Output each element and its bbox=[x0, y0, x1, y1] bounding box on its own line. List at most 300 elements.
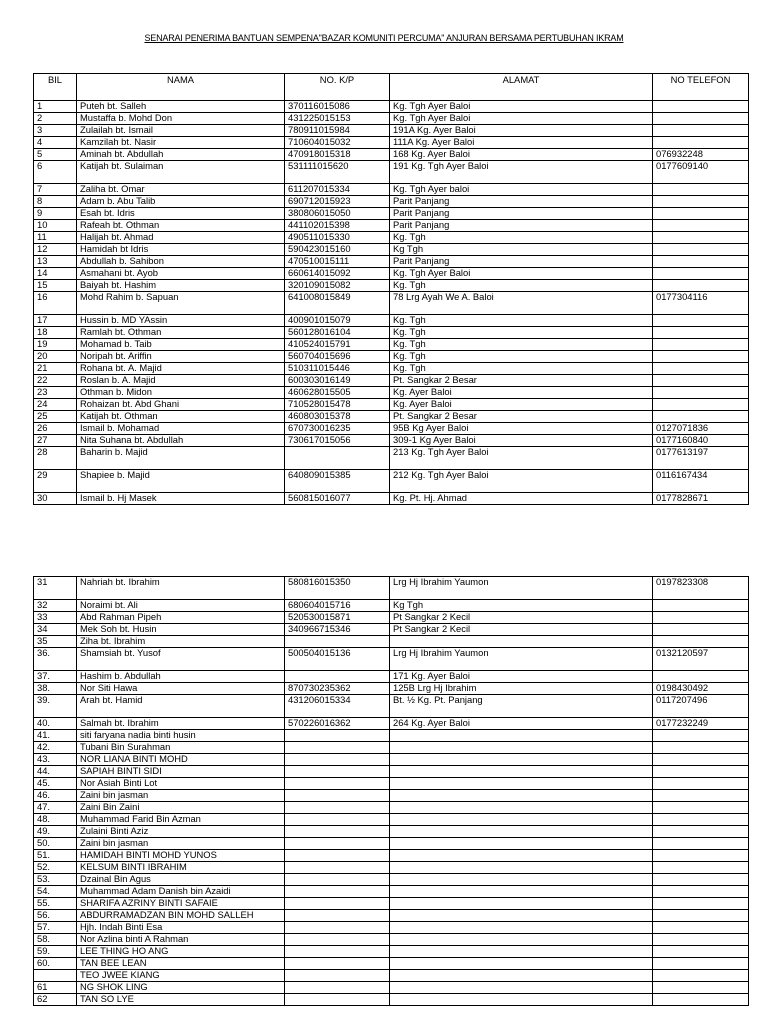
cell-nama: Halijah bt. Ahmad bbox=[77, 232, 285, 244]
table-row bbox=[34, 850, 749, 862]
cell-no-kp: 431206015334 bbox=[285, 695, 390, 718]
cell-bil: 21 bbox=[34, 363, 77, 375]
cell-nama: SAPIAH BINTI SIDI bbox=[77, 766, 285, 778]
cell-no-kp: 710528015478 bbox=[285, 399, 390, 411]
cell-no-telefon: 0127071836 bbox=[653, 423, 749, 435]
table-row bbox=[34, 470, 749, 493]
cell-no-kp: 560128016104 bbox=[285, 327, 390, 339]
table-row bbox=[34, 387, 749, 399]
cell-nama: Roslan b. A. Majid bbox=[77, 375, 285, 387]
cell-no-kp: 470918015318 bbox=[285, 149, 390, 161]
cell-no-telefon bbox=[653, 327, 749, 339]
cell-alamat bbox=[390, 862, 653, 874]
table-row bbox=[34, 802, 749, 814]
cell-no-kp: 570226016362 bbox=[285, 718, 390, 730]
recipients-table-page-2 bbox=[33, 576, 749, 1006]
cell-no-telefon bbox=[653, 982, 749, 994]
cell-nama: Noraimi bt. Ali bbox=[77, 600, 285, 612]
cell-no-telefon bbox=[653, 970, 749, 982]
cell-alamat bbox=[390, 636, 653, 648]
cell-nama: NG SHOK LING bbox=[77, 982, 285, 994]
cell-alamat: Parit Panjang bbox=[390, 220, 653, 232]
cell-nama: Hussin b. MD YAssin bbox=[77, 315, 285, 327]
cell-no-kp: 441102015398 bbox=[285, 220, 390, 232]
cell-nama: SHARIFA AZRINY BINTI SAFAIE bbox=[77, 898, 285, 910]
cell-alamat: 191 Kg. Tgh Ayer Baloi bbox=[390, 161, 653, 184]
cell-bil: 2 bbox=[34, 113, 77, 125]
cell-nama: Shapiee b. Majid bbox=[77, 470, 285, 493]
cell-no-kp: 460628015505 bbox=[285, 387, 390, 399]
cell-no-telefon bbox=[653, 113, 749, 125]
cell-alamat bbox=[390, 814, 653, 826]
cell-no-kp: 641008015849 bbox=[285, 292, 390, 315]
cell-nama: Rohana bt. A. Majid bbox=[77, 363, 285, 375]
table-row bbox=[34, 612, 749, 624]
table-row bbox=[34, 101, 749, 113]
cell-no-kp: 470510015111 bbox=[285, 256, 390, 268]
cell-alamat: Parit Panjang bbox=[390, 196, 653, 208]
table-row bbox=[34, 292, 749, 315]
table-row bbox=[34, 423, 749, 435]
table-row bbox=[34, 814, 749, 826]
header-nama: NAMA bbox=[77, 74, 285, 101]
cell-no-telefon bbox=[653, 946, 749, 958]
cell-alamat bbox=[390, 934, 653, 946]
table-row bbox=[34, 280, 749, 292]
cell-alamat: 309-1 Kg Ayer Baloi bbox=[390, 435, 653, 447]
cell-bil: 11 bbox=[34, 232, 77, 244]
cell-alamat: 212 Kg. Tgh Ayer Baloi bbox=[390, 470, 653, 493]
table-body-page-2 bbox=[34, 577, 749, 1006]
cell-nama: Aminah bt. Abdullah bbox=[77, 149, 285, 161]
cell-bil: 35 bbox=[34, 636, 77, 648]
cell-nama: Ramlah bt. Othman bbox=[77, 327, 285, 339]
cell-nama: Salmah bt. Ibrahim bbox=[77, 718, 285, 730]
cell-bil: 57. bbox=[34, 922, 77, 934]
table-row bbox=[34, 695, 749, 718]
cell-bil: 30 bbox=[34, 493, 77, 505]
cell-no-telefon bbox=[653, 351, 749, 363]
table-row bbox=[34, 778, 749, 790]
table-row bbox=[34, 754, 749, 766]
cell-alamat bbox=[390, 970, 653, 982]
table-row bbox=[34, 898, 749, 910]
cell-bil: 8 bbox=[34, 196, 77, 208]
table-row bbox=[34, 826, 749, 838]
cell-no-telefon bbox=[653, 910, 749, 922]
cell-no-telefon: 0177304116 bbox=[653, 292, 749, 315]
cell-alamat bbox=[390, 826, 653, 838]
cell-alamat bbox=[390, 898, 653, 910]
cell-alamat: 213 Kg. Tgh Ayer Baloi bbox=[390, 447, 653, 470]
cell-nama: NOR LIANA BINTI MOHD bbox=[77, 754, 285, 766]
cell-alamat bbox=[390, 802, 653, 814]
cell-no-kp: 600303016149 bbox=[285, 375, 390, 387]
cell-alamat: Parit Panjang bbox=[390, 208, 653, 220]
cell-nama: Baiyah bt. Hashim bbox=[77, 280, 285, 292]
header-bil: BIL bbox=[34, 74, 77, 101]
cell-no-kp bbox=[285, 802, 390, 814]
cell-nama: Ziha bt. Ibrahim bbox=[77, 636, 285, 648]
cell-no-telefon bbox=[653, 244, 749, 256]
cell-bil: 47. bbox=[34, 802, 77, 814]
cell-no-telefon bbox=[653, 137, 749, 149]
cell-no-kp: 431225015153 bbox=[285, 113, 390, 125]
cell-no-telefon bbox=[653, 922, 749, 934]
cell-bil: 54. bbox=[34, 886, 77, 898]
cell-alamat bbox=[390, 730, 653, 742]
table-row bbox=[34, 493, 749, 505]
cell-nama: Esah bt. Idris bbox=[77, 208, 285, 220]
table-row bbox=[34, 577, 749, 600]
cell-bil bbox=[34, 970, 77, 982]
cell-no-kp bbox=[285, 946, 390, 958]
cell-no-telefon bbox=[653, 671, 749, 683]
cell-no-kp: 611207015334 bbox=[285, 184, 390, 196]
table-row bbox=[34, 766, 749, 778]
cell-no-telefon bbox=[653, 886, 749, 898]
cell-no-telefon bbox=[653, 898, 749, 910]
cell-bil: 62 bbox=[34, 994, 77, 1006]
cell-bil: 36. bbox=[34, 648, 77, 671]
cell-bil: 38. bbox=[34, 683, 77, 695]
cell-alamat bbox=[390, 922, 653, 934]
table-row bbox=[34, 958, 749, 970]
cell-no-kp bbox=[285, 898, 390, 910]
cell-no-kp: 490511015330 bbox=[285, 232, 390, 244]
cell-nama: Baharin b. Majid bbox=[77, 447, 285, 470]
cell-no-kp: 520530015871 bbox=[285, 612, 390, 624]
cell-nama: Hamidah bt Idris bbox=[77, 244, 285, 256]
cell-no-telefon bbox=[653, 101, 749, 113]
table-row bbox=[34, 184, 749, 196]
cell-bil: 48. bbox=[34, 814, 77, 826]
cell-nama: siti faryana nadia binti husin bbox=[77, 730, 285, 742]
cell-no-telefon: 0117207496 bbox=[653, 695, 749, 718]
cell-no-kp: 320109015082 bbox=[285, 280, 390, 292]
cell-nama: Othman b. Midon bbox=[77, 387, 285, 399]
cell-no-kp: 580816015350 bbox=[285, 577, 390, 600]
cell-bil: 60. bbox=[34, 958, 77, 970]
cell-nama: Mustaffa b. Mohd Don bbox=[77, 113, 285, 125]
cell-alamat: Lrg Hj Ibrahim Yaumon bbox=[390, 648, 653, 671]
cell-no-kp: 340966715346 bbox=[285, 624, 390, 636]
cell-nama: Dzainal Bin Agus bbox=[77, 874, 285, 886]
cell-bil: 16 bbox=[34, 292, 77, 315]
cell-nama: Katijah bt. Othman bbox=[77, 411, 285, 423]
cell-no-kp: 690712015923 bbox=[285, 196, 390, 208]
cell-alamat: Kg Tgh bbox=[390, 600, 653, 612]
cell-alamat: Pt. Sangkar 2 Besar bbox=[390, 375, 653, 387]
cell-nama: Abdullah b. Sahibon bbox=[77, 256, 285, 268]
cell-nama: ABDURRAMADZAN BIN MOHD SALLEH bbox=[77, 910, 285, 922]
cell-no-kp bbox=[285, 730, 390, 742]
cell-no-kp bbox=[285, 958, 390, 970]
cell-alamat: 78 Lrg Ayah We A. Baloi bbox=[390, 292, 653, 315]
cell-nama: KELSUM BINTI IBRAHIM bbox=[77, 862, 285, 874]
cell-bil: 7 bbox=[34, 184, 77, 196]
cell-alamat: 171 Kg. Ayer Baloi bbox=[390, 671, 653, 683]
cell-no-telefon bbox=[653, 754, 749, 766]
cell-no-telefon bbox=[653, 208, 749, 220]
table-row bbox=[34, 125, 749, 137]
cell-no-kp bbox=[285, 922, 390, 934]
cell-bil: 10 bbox=[34, 220, 77, 232]
cell-nama: TAN SO LYE bbox=[77, 994, 285, 1006]
cell-alamat bbox=[390, 790, 653, 802]
cell-nama: Nor Asiah Binti Lot bbox=[77, 778, 285, 790]
cell-alamat: Kg. Tgh Ayer Baloi bbox=[390, 101, 653, 113]
table-header-row bbox=[34, 74, 749, 101]
cell-no-kp bbox=[285, 934, 390, 946]
cell-alamat: Kg. Tgh bbox=[390, 339, 653, 351]
table-row bbox=[34, 922, 749, 934]
cell-no-telefon bbox=[653, 125, 749, 137]
cell-bil: 1 bbox=[34, 101, 77, 113]
cell-bil: 17 bbox=[34, 315, 77, 327]
cell-no-kp bbox=[285, 636, 390, 648]
cell-no-telefon bbox=[653, 874, 749, 886]
cell-nama: Adam b. Abu Talib bbox=[77, 196, 285, 208]
cell-bil: 39. bbox=[34, 695, 77, 718]
cell-no-telefon bbox=[653, 994, 749, 1006]
cell-bil: 22 bbox=[34, 375, 77, 387]
cell-alamat: 95B Kg Ayer Baloi bbox=[390, 423, 653, 435]
cell-bil: 45. bbox=[34, 778, 77, 790]
cell-no-kp: 560704015696 bbox=[285, 351, 390, 363]
cell-no-telefon bbox=[653, 778, 749, 790]
table-row bbox=[34, 636, 749, 648]
cell-bil: 14 bbox=[34, 268, 77, 280]
cell-no-telefon: 076932248 bbox=[653, 149, 749, 161]
cell-bil: 3 bbox=[34, 125, 77, 137]
cell-no-telefon bbox=[653, 730, 749, 742]
cell-no-kp: 660614015092 bbox=[285, 268, 390, 280]
cell-bil: 43. bbox=[34, 754, 77, 766]
cell-no-kp bbox=[285, 814, 390, 826]
cell-no-kp: 560815016077 bbox=[285, 493, 390, 505]
cell-no-kp bbox=[285, 826, 390, 838]
cell-alamat: Lrg Hj Ibrahim Yaumon bbox=[390, 577, 653, 600]
cell-bil: 33 bbox=[34, 612, 77, 624]
cell-bil: 44. bbox=[34, 766, 77, 778]
cell-alamat: Bt. ½ Kg. Pt. Panjang bbox=[390, 695, 653, 718]
cell-alamat: Pt Sangkar 2 Kecil bbox=[390, 624, 653, 636]
cell-nama: Muhammad Farid Bin Azman bbox=[77, 814, 285, 826]
cell-no-telefon bbox=[653, 742, 749, 754]
cell-no-telefon bbox=[653, 958, 749, 970]
cell-no-kp bbox=[285, 447, 390, 470]
cell-bil: 51. bbox=[34, 850, 77, 862]
cell-alamat bbox=[390, 838, 653, 850]
cell-no-kp bbox=[285, 754, 390, 766]
cell-bil: 37. bbox=[34, 671, 77, 683]
cell-alamat bbox=[390, 874, 653, 886]
cell-no-kp: 400901015079 bbox=[285, 315, 390, 327]
cell-nama: Zulailah bt. Ismail bbox=[77, 125, 285, 137]
cell-no-telefon bbox=[653, 766, 749, 778]
cell-no-kp bbox=[285, 838, 390, 850]
table-row bbox=[34, 196, 749, 208]
cell-alamat: Kg. Tgh bbox=[390, 327, 653, 339]
cell-alamat: Kg. Tgh Ayer Baloi bbox=[390, 268, 653, 280]
cell-alamat: Kg. Tgh bbox=[390, 315, 653, 327]
cell-nama: Tubani Bin Surahman bbox=[77, 742, 285, 754]
cell-no-telefon bbox=[653, 862, 749, 874]
table-row bbox=[34, 447, 749, 470]
table-row bbox=[34, 411, 749, 423]
cell-bil: 58. bbox=[34, 934, 77, 946]
cell-alamat bbox=[390, 742, 653, 754]
cell-nama: Rohaizan bt. Abd Ghani bbox=[77, 399, 285, 411]
cell-bil: 27 bbox=[34, 435, 77, 447]
table-row bbox=[34, 886, 749, 898]
cell-no-kp: 590423015160 bbox=[285, 244, 390, 256]
cell-nama: Nahriah bt. Ibrahim bbox=[77, 577, 285, 600]
table-row bbox=[34, 718, 749, 730]
cell-alamat bbox=[390, 910, 653, 922]
header-no-kp: NO. K/P bbox=[285, 74, 390, 101]
cell-no-kp: 500504015136 bbox=[285, 648, 390, 671]
cell-nama: Arah bt. Hamid bbox=[77, 695, 285, 718]
cell-no-telefon bbox=[653, 826, 749, 838]
cell-nama: Noripah bt. Ariffin bbox=[77, 351, 285, 363]
cell-no-kp bbox=[285, 790, 390, 802]
cell-nama: Mek Soh bt. Husin bbox=[77, 624, 285, 636]
cell-bil: 24 bbox=[34, 399, 77, 411]
cell-no-telefon: 0177609140 bbox=[653, 161, 749, 184]
table-row bbox=[34, 113, 749, 125]
table-row bbox=[34, 149, 749, 161]
table-row bbox=[34, 375, 749, 387]
cell-bil: 55. bbox=[34, 898, 77, 910]
cell-nama: Hjh. Indah Binti Esa bbox=[77, 922, 285, 934]
cell-nama: TAN BEE LEAN bbox=[77, 958, 285, 970]
cell-no-kp: 410524015791 bbox=[285, 339, 390, 351]
cell-no-kp: 510311015446 bbox=[285, 363, 390, 375]
cell-no-telefon: 0116167434 bbox=[653, 470, 749, 493]
cell-bil: 29 bbox=[34, 470, 77, 493]
cell-no-telefon: 0132120597 bbox=[653, 648, 749, 671]
cell-no-telefon bbox=[653, 600, 749, 612]
cell-nama: Mohamad b. Taib bbox=[77, 339, 285, 351]
cell-alamat: Pt Sangkar 2 Kecil bbox=[390, 612, 653, 624]
cell-no-telefon: 0177232249 bbox=[653, 718, 749, 730]
cell-no-telefon bbox=[653, 315, 749, 327]
cell-bil: 20 bbox=[34, 351, 77, 363]
cell-nama: HAMIDAH BINTI MOHD YUNOS bbox=[77, 850, 285, 862]
cell-no-telefon: 0177160840 bbox=[653, 435, 749, 447]
cell-alamat: Kg. Tgh Ayer baloi bbox=[390, 184, 653, 196]
cell-nama: Abd Rahman Pipeh bbox=[77, 612, 285, 624]
cell-no-telefon: 0198430492 bbox=[653, 683, 749, 695]
table-row bbox=[34, 268, 749, 280]
cell-nama: Ismail b. Mohamad bbox=[77, 423, 285, 435]
table-row bbox=[34, 683, 749, 695]
cell-bil: 19 bbox=[34, 339, 77, 351]
table-row bbox=[34, 161, 749, 184]
cell-no-telefon bbox=[653, 636, 749, 648]
cell-alamat bbox=[390, 958, 653, 970]
table-row bbox=[34, 934, 749, 946]
cell-alamat: Pt. Sangkar 2 Besar bbox=[390, 411, 653, 423]
cell-bil: 52. bbox=[34, 862, 77, 874]
cell-no-kp bbox=[285, 994, 390, 1006]
table-row bbox=[34, 363, 749, 375]
cell-nama: Hashim b. Abdullah bbox=[77, 671, 285, 683]
cell-alamat: Kg Tgh bbox=[390, 244, 653, 256]
cell-no-kp bbox=[285, 982, 390, 994]
cell-bil: 31 bbox=[34, 577, 77, 600]
cell-no-kp: 680604015716 bbox=[285, 600, 390, 612]
cell-no-kp: 710604015032 bbox=[285, 137, 390, 149]
cell-alamat: Kg. Pt. Hj. Ahmad bbox=[390, 493, 653, 505]
table-row bbox=[34, 208, 749, 220]
cell-bil: 32 bbox=[34, 600, 77, 612]
table-body-page-1 bbox=[34, 101, 749, 505]
cell-no-telefon bbox=[653, 850, 749, 862]
table-row bbox=[34, 946, 749, 958]
cell-bil: 6 bbox=[34, 161, 77, 184]
table-row bbox=[34, 137, 749, 149]
cell-bil: 12 bbox=[34, 244, 77, 256]
cell-no-kp: 780911015984 bbox=[285, 125, 390, 137]
cell-no-telefon bbox=[653, 934, 749, 946]
cell-alamat: 111A Kg. Ayer Baloi bbox=[390, 137, 653, 149]
table-row bbox=[34, 256, 749, 268]
cell-no-kp bbox=[285, 766, 390, 778]
cell-nama: Asmahani bt. Ayob bbox=[77, 268, 285, 280]
cell-nama: Ismail b. Hj Masek bbox=[77, 493, 285, 505]
cell-nama: Katijah bt. Sulaiman bbox=[77, 161, 285, 184]
cell-no-kp bbox=[285, 874, 390, 886]
cell-bil: 40. bbox=[34, 718, 77, 730]
cell-no-kp: 531111015620 bbox=[285, 161, 390, 184]
cell-alamat bbox=[390, 886, 653, 898]
cell-bil: 61 bbox=[34, 982, 77, 994]
cell-no-telefon bbox=[653, 624, 749, 636]
cell-bil: 53. bbox=[34, 874, 77, 886]
table-row bbox=[34, 600, 749, 612]
cell-bil: 49. bbox=[34, 826, 77, 838]
cell-no-kp bbox=[285, 742, 390, 754]
cell-no-telefon bbox=[653, 268, 749, 280]
cell-no-kp bbox=[285, 970, 390, 982]
table-row bbox=[34, 994, 749, 1006]
cell-nama: Muhammad Adam Danish bin Azaidi bbox=[77, 886, 285, 898]
cell-bil: 41. bbox=[34, 730, 77, 742]
document-title: SENARAI PENERIMA BANTUAN SEMPENA"BAZAR KOMUNITI PERCUMA" ANJURAN BERSAMA PERTUBUHAN IKRAM bbox=[144, 33, 624, 43]
cell-bil: 5 bbox=[34, 149, 77, 161]
table-row bbox=[34, 232, 749, 244]
table-row bbox=[34, 220, 749, 232]
cell-alamat: Parit Panjang bbox=[390, 256, 653, 268]
cell-nama: Puteh bt. Salleh bbox=[77, 101, 285, 113]
cell-no-telefon bbox=[653, 399, 749, 411]
cell-alamat bbox=[390, 766, 653, 778]
cell-nama: Nor Azlina binti A Rahman bbox=[77, 934, 285, 946]
cell-no-kp bbox=[285, 850, 390, 862]
cell-nama: Mohd Rahim b. Sapuan bbox=[77, 292, 285, 315]
cell-no-telefon bbox=[653, 363, 749, 375]
cell-no-telefon bbox=[653, 196, 749, 208]
table-row bbox=[34, 327, 749, 339]
cell-no-kp: 640809015385 bbox=[285, 470, 390, 493]
cell-no-kp bbox=[285, 671, 390, 683]
cell-alamat bbox=[390, 754, 653, 766]
table-row bbox=[34, 648, 749, 671]
table-row bbox=[34, 742, 749, 754]
